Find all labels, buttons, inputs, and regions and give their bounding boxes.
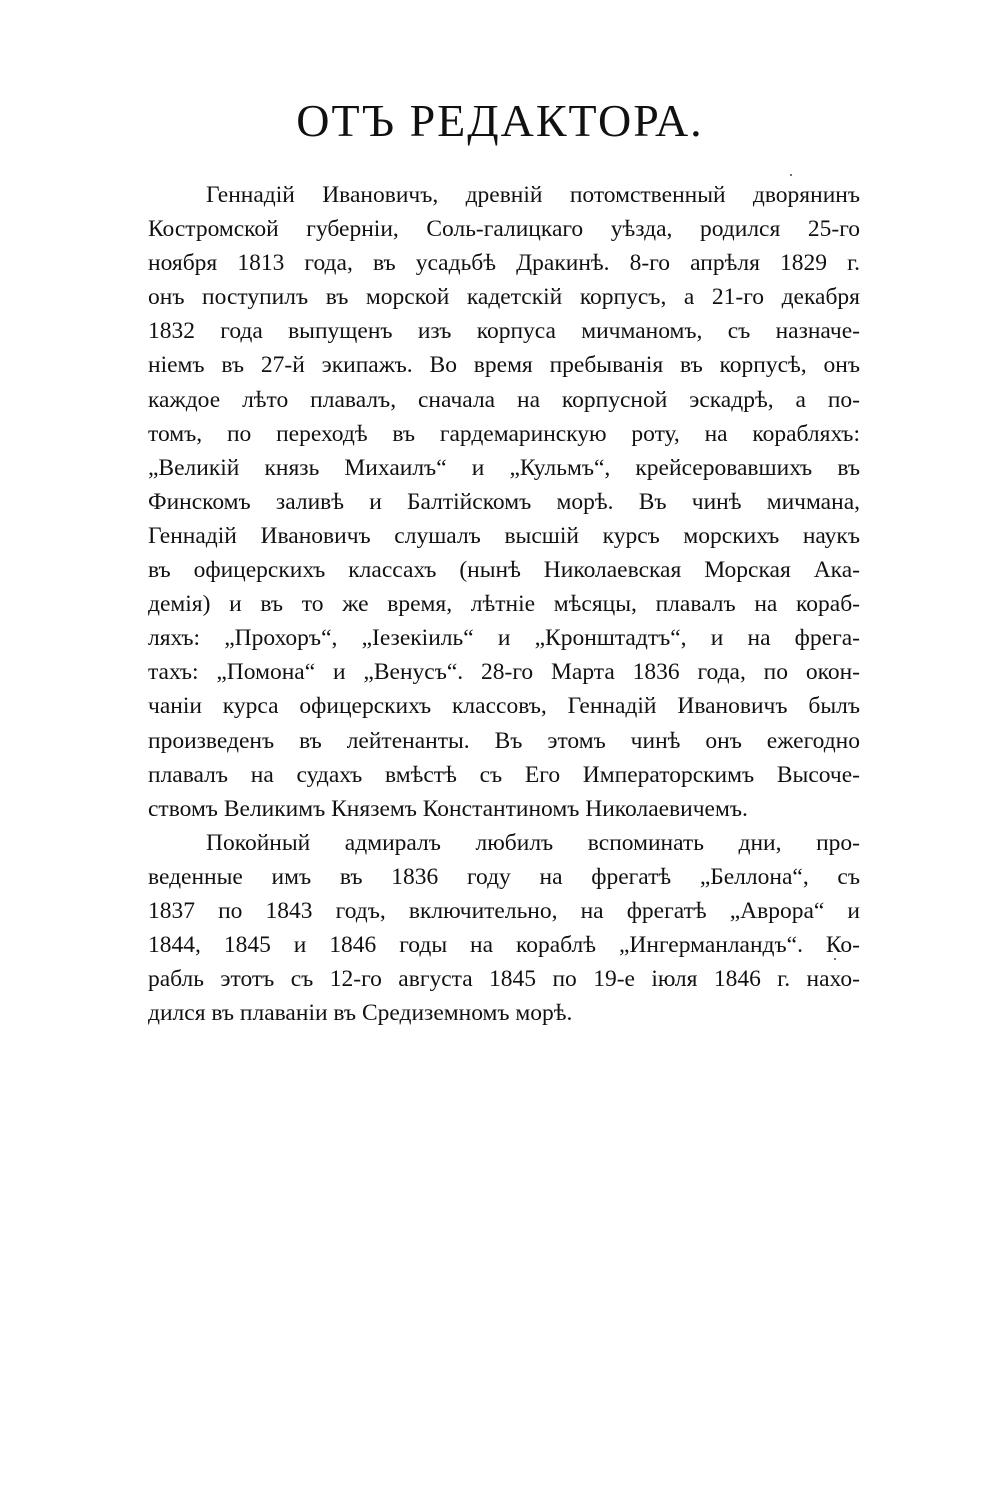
text-line: ніемъ въ 27-й экипажъ. Во время пребыванія въ корпусѣ, онъ	[148, 352, 860, 379]
text-line: дился въ плаваніи въ Средиземномъ морѣ.	[148, 1000, 573, 1027]
scan-speck	[790, 174, 792, 176]
scan-speck	[834, 958, 836, 960]
text-line: Финскомъ заливѣ и Балтійскомъ морѣ. Въ чинѣ мичмана,	[148, 488, 860, 515]
paragraph-2	[148, 826, 860, 1031]
text-line: ляхъ: „Прохоръ“, „Іезекіиль“ и „Кронштадтъ“, и на фрега-	[148, 625, 860, 652]
text-line: 1844, 1845 и 1846 годы на кораблѣ „Ингерманландъ“. Ко-	[148, 932, 860, 959]
text-line: плавалъ на судахъ вмѣстѣ съ Его Императорскимъ Высоче-	[148, 761, 860, 788]
text-line: Покойный адмиралъ любилъ вспоминать дни, про-	[206, 829, 860, 856]
page-title: ОТЪ РЕДАКТОРА.	[296, 95, 704, 146]
text-line: ноября 1813 года, въ усадьбѣ Дракинѣ. 8-го апрѣля 1829 г.	[148, 250, 860, 277]
text-line: онъ поступилъ въ морской кадетскій корпусъ, а 21-го декабря	[148, 284, 860, 311]
text-line: въ офицерскихъ классахъ (нынѣ Николаевская Морская Ака-	[148, 557, 860, 584]
paragraph-1	[148, 178, 860, 826]
text-line: Геннадій Ивановичъ, древній потомственный дворянинъ	[206, 182, 860, 208]
text-line: рабль этотъ съ 12-го августа 1845 по 19-е іюля 1846 г. нахо-	[148, 966, 860, 993]
text-line: Геннадій Ивановичъ слушалъ высшій курсъ морскихъ наукъ	[148, 522, 860, 549]
body-text	[148, 178, 860, 1030]
text-line: демія) и въ то же время, лѣтніе мѣсяцы, плавалъ на кораб-	[148, 591, 860, 618]
text-line: „Великій князь Михаилъ“ и „Кульмъ“, крейсеровавшихъ въ	[148, 454, 860, 481]
text-line: веденные имъ въ 1836 году на фрегатѣ „Беллона“, съ	[148, 863, 860, 890]
text-line: Костромской губерніи, Соль-галицкаго уѣзда, родился 25-го	[148, 216, 860, 243]
text-line: чаніи курса офицерскихъ классовъ, Геннадій Ивановичъ былъ	[148, 693, 860, 720]
text-line: 1837 по 1843 годъ, включительно, на фрегатѣ „Аврора“ и	[148, 897, 860, 924]
text-line: ствомъ Великимъ Княземъ Константиномъ Николаевичемъ.	[148, 795, 748, 822]
text-line: произведенъ въ лейтенанты. Въ этомъ чинѣ онъ ежегодно	[148, 727, 860, 754]
text-line: 1832 года выпущенъ изъ корпуса мичманомъ, съ назначе-	[148, 318, 860, 345]
text-line: каждое лѣто плавалъ, сначала на корпусной эскадрѣ, а по-	[148, 386, 860, 413]
text-line: томъ, по переходѣ въ гардемаринскую роту, на корабляхъ:	[148, 420, 860, 447]
text-line: тахъ: „Помона“ и „Венусъ“. 28-го Марта 1836 года, по окон-	[148, 659, 860, 686]
